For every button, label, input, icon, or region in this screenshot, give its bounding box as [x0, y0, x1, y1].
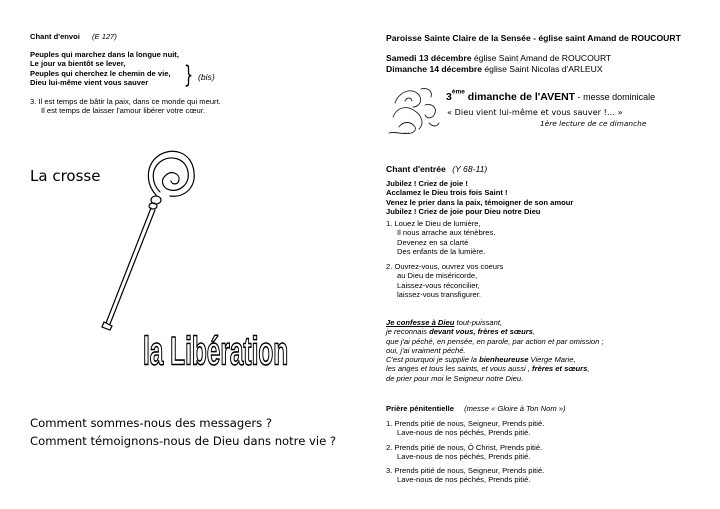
entree-title-line [386, 164, 487, 175]
church-name: église saint Amand de ROUCOURT [538, 33, 681, 43]
verse-line: laissez-vous transfigurer. [397, 289, 481, 299]
confiteor-text: je reconnais [386, 327, 430, 337]
envoi-refrain [30, 50, 179, 87]
crozier-illustration [90, 140, 200, 335]
sunday-reading: 1ère lecture de ce dimanche [540, 119, 647, 128]
date-day: Dimanche 14 décembre [386, 63, 483, 74]
verse-line: Devenez en sa clarté [397, 237, 469, 247]
confiteor-line [386, 327, 604, 336]
entree-ref: (Y 68-11) [452, 164, 488, 174]
liberation-title: la Libération [143, 328, 289, 374]
sunday-name: dimanche de l'AVENT [464, 91, 576, 103]
priere-line: 2. Prends pitié de nous, Ô Christ, Prends pitié. [386, 442, 543, 452]
entree-verse2 [386, 262, 503, 299]
confiteor-text: Vierge Marie, [528, 355, 576, 365]
confiteor-block [386, 318, 604, 383]
priere-items [386, 419, 544, 485]
parish-name: Paroisse Sainte Claire de la Sensée [386, 33, 531, 43]
entree-title: Chant d'entrée [386, 164, 446, 174]
bis-brace: } [184, 61, 194, 89]
confiteor-text: C'est pourquoi je supplie la [386, 355, 480, 365]
refrain-line: Jubilez ! Criez de joie pour Dieu notre Dieu [386, 206, 541, 216]
priere-line: Lave-nous de nos péchés, Prends pitié. [397, 428, 531, 438]
verse3-line: Il est temps de laisser l'amour libérer votre cœur. [41, 106, 205, 116]
date-day: Samedi 13 décembre [386, 53, 472, 63]
sketch-illustration [385, 83, 443, 138]
priere-line: 1. Prends pitié de nous, Seigneur, Prends pitié. [386, 419, 545, 428]
verse-line: 2. Ouvrez-vous, ouvrez vos coeurs [386, 262, 504, 271]
date-line [386, 53, 611, 64]
questions-block [30, 414, 336, 450]
confiteor-text: , [587, 364, 590, 374]
date-line [386, 64, 611, 75]
parish-header [386, 33, 681, 44]
confiteor-line: oui, j'ai vraiment péché. [386, 345, 466, 355]
envoi-ref: (E 127) [92, 32, 117, 41]
refrain-line: Jubilez ! Criez de joie ! [386, 179, 468, 188]
confiteor-line: de prier pour moi le Seigneur notre Dieu. [386, 373, 524, 383]
bis-label: (bis) [198, 72, 215, 82]
envoi-title-line [30, 32, 117, 41]
priere-title-line [386, 404, 566, 413]
priere-title: Prière pénitentielle [386, 404, 454, 413]
envoi-title: Chant d'envoi [30, 32, 80, 41]
confiteor-text: tout-puissant, [454, 318, 503, 327]
confiteor-bold: bienheureuse [479, 355, 529, 365]
question-line: Comment témoignons-nous de Dieu dans notre vie ? [30, 434, 337, 448]
envoi-line: Peuples qui cherchez le chemin de vie, [30, 68, 171, 78]
entree-verse1 [386, 219, 495, 256]
envoi-line: Peuples qui marchez dans la longue nuit, [30, 50, 179, 59]
verse3-line: 3. Il est temps de bâtir la paix, dans ce monde qui meurt. [30, 97, 221, 106]
confiteor-text: , [532, 327, 536, 337]
sunday-number: 3 [446, 91, 452, 103]
priere-line: 3. Prends pitié de nous, Seigneur, Prends pitié. [386, 466, 545, 476]
verse-line: au Dieu de miséricorde, [397, 271, 478, 281]
priere-item [386, 466, 544, 485]
sunday-sup: ème [451, 88, 465, 96]
confiteor-title: Je confesse à Dieu [386, 318, 455, 327]
verse-line: Il nous arrache aux ténèbres. [397, 228, 496, 238]
priere-line: Lave-nous de nos péchés, Prends pitié. [397, 451, 531, 461]
verse-line: Des enfants de la lumière. [397, 246, 486, 256]
entree-refrain [386, 179, 573, 216]
date-place: église Saint Nicolas d'ARLEUX [482, 63, 603, 74]
envoi-line: Le jour va bientôt se lever, [30, 59, 126, 69]
confiteor-text: les anges et tous les saints, et vous aussi , [386, 364, 533, 374]
confiteor-line [386, 318, 604, 327]
refrain-line: Venez le prier dans la paix, témoigner de son amour [386, 197, 574, 207]
priere-item [386, 443, 544, 462]
confiteor-line [386, 364, 604, 373]
envoi-verse3 [30, 97, 221, 116]
date-place: église Saint Amand de ROUCOURT [471, 53, 612, 63]
verse-line: Laissez-vous réconcilier, [397, 280, 480, 290]
sunday-title [446, 87, 655, 105]
header-separator: - [530, 33, 539, 43]
refrain-line: Acclamez le Dieu trois fois Saint ! [386, 188, 508, 198]
dates-block [386, 53, 611, 74]
confiteor-line: que j'ai péché, en pensée, en parole, par action et par omission ; [386, 336, 604, 346]
confiteor-bold: devant vous, frères et sœurs [429, 327, 533, 337]
confiteor-line [386, 355, 604, 364]
sunday-suffix: - messe dominicale [575, 92, 656, 102]
sunday-quote: « Dieu vient lui-même et vous sauver !… » [447, 107, 623, 117]
crosse-title: La crosse [30, 167, 101, 185]
priere-item [386, 419, 544, 438]
verse-line: 1. Louez le Dieu de lumière, [386, 219, 481, 228]
question-line: Comment sommes-nous des messagers ? [30, 416, 273, 430]
confiteor-bold: frères et sœurs [532, 364, 588, 374]
envoi-line: Dieu lui-même vient vous sauver [30, 77, 149, 87]
priere-line: Lave-nous de nos péchés, Prends pitié. [397, 475, 531, 485]
priere-ref: (messe « Gloire à Ton Nom ») [464, 404, 566, 413]
